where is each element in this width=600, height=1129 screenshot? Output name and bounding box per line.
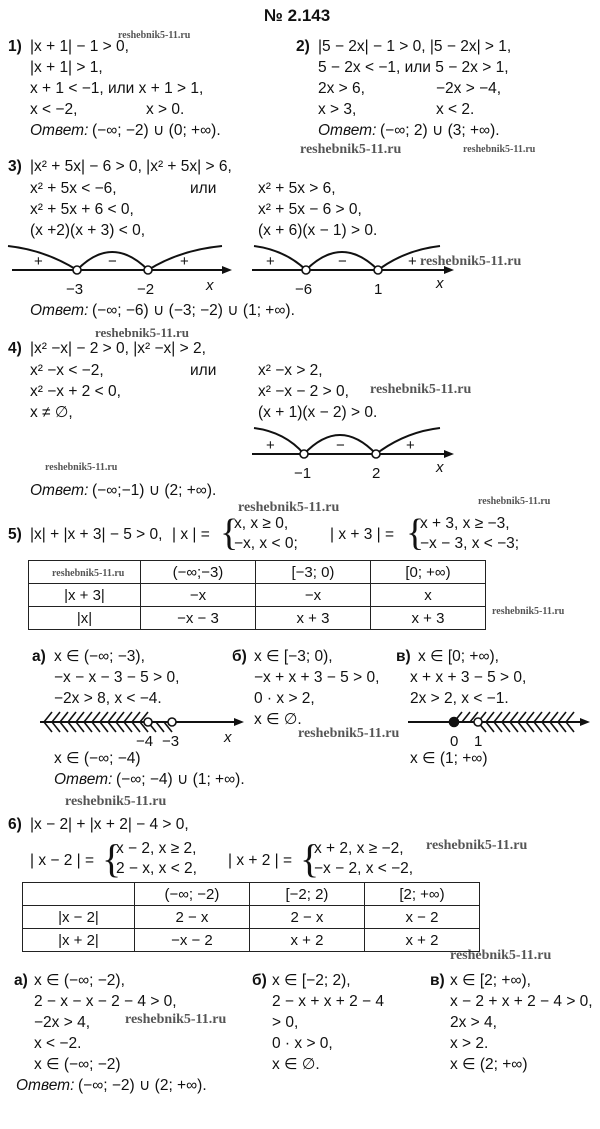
abs2-case-1: x + 2, x ≥ −2,: [314, 840, 404, 857]
problem-4-number: 4): [8, 340, 22, 357]
case-c-line-1: x ∈ [0; +∞),: [418, 648, 499, 665]
number-line-5a: [30, 708, 250, 752]
problem-1-line-2: |x + 1| > 1,: [30, 59, 103, 76]
case-b-line-1: x ∈ [−3; 0),: [254, 648, 333, 665]
watermark: reshebnik5-11.ru: [478, 496, 551, 507]
abs2-case-2: −x − 3, x < −3;: [420, 535, 520, 552]
abs1-case-2: −x, x < 0;: [234, 535, 298, 552]
watermark: reshebnik5-11.ru: [52, 568, 125, 579]
problem-6-answer: (−∞; −2) ∪ (2; +∞).: [78, 1077, 207, 1094]
problem-4-line-4a: x ≠ ∅,: [30, 404, 73, 421]
case-a-label: а): [14, 972, 28, 989]
axis-variable: x: [436, 275, 444, 292]
problem-3-line-2b: x² + 5x > 6,: [258, 180, 336, 197]
problem-4-answer-label: Ответ:: [30, 482, 89, 499]
watermark: reshebnik5-11.ru: [298, 726, 400, 741]
table-row: [23, 906, 480, 929]
number-line-3-right: [250, 238, 460, 300]
table-cell: |x + 2|: [23, 929, 135, 952]
abs2-case-1: x + 3, x ≥ −3,: [420, 515, 510, 532]
point-label: −6: [295, 281, 313, 298]
case-c-label: в): [396, 648, 411, 665]
table-cell: x: [370, 584, 485, 607]
case-c-line-3: 2x > 4,: [450, 1014, 497, 1031]
table-cell: [−3; 0): [255, 561, 370, 584]
sign-plus: +: [406, 437, 415, 454]
table-cell: x + 3: [370, 607, 485, 630]
point-label: −2: [137, 281, 155, 298]
problem-5-number: 5): [8, 526, 22, 543]
point-label: 2: [372, 465, 381, 482]
abs1-case-1: x, x ≥ 0,: [234, 515, 289, 532]
point-label: 1: [374, 281, 383, 298]
abs1-case-1: x − 2, x ≥ 2,: [116, 840, 197, 857]
case-b-line-2: 2 − x + x + 2 − 4: [272, 993, 385, 1010]
point-label: −1: [294, 465, 312, 482]
table-cell: |x|: [29, 607, 141, 630]
problem-3-line-4a: (x +2)(x + 3) < 0,: [30, 222, 146, 239]
abs1-lhs: | x | =: [172, 526, 210, 543]
problem-1-line-4a: x < −2,: [30, 101, 78, 118]
case-c-label: в): [430, 972, 445, 989]
table-row: [23, 929, 480, 952]
case-c-result: x ∈ (1; +∞): [410, 750, 488, 767]
problem-4-line-1: |x² −x| − 2 > 0, |x² −x| > 2,: [30, 340, 206, 357]
problem-2-line-4b: x < 2.: [436, 101, 475, 118]
problem-2-answer: (−∞; 2) ∪ (3; +∞).: [380, 122, 500, 139]
table-cell: 2 − x: [134, 906, 249, 929]
point-label: −4: [136, 733, 154, 750]
brace-icon: {: [406, 512, 425, 554]
problem-3-answer-label: Ответ:: [30, 302, 89, 319]
table-cell: x + 2: [249, 929, 364, 952]
table-cell: −x: [255, 584, 370, 607]
sign-minus: −: [336, 437, 345, 454]
problem-4-line-3a: x² −x + 2 < 0,: [30, 383, 121, 400]
point-label: 1: [474, 733, 483, 750]
case-b-line-5: x ∈ ∅.: [272, 1056, 320, 1073]
case-b-label: б): [252, 972, 267, 989]
axis-variable: x: [206, 277, 214, 294]
table-cell: [−2; 2): [249, 883, 364, 906]
watermark: reshebnik5-11.ru: [118, 30, 191, 41]
sign-minus: −: [108, 253, 117, 270]
case-b-line-4: x ∈ ∅.: [254, 711, 302, 728]
case-c-line-3: 2x > 2, x < −1.: [410, 690, 509, 707]
problem-5-answer: (−∞; −4) ∪ (1; +∞).: [116, 771, 245, 788]
table-row: [29, 607, 486, 630]
number-line-4: [250, 420, 460, 486]
watermark: reshebnik5-11.ru: [420, 254, 522, 269]
table-cell: −x − 2: [134, 929, 249, 952]
problem-2-line-4a: x > 3,: [318, 101, 357, 118]
watermark: reshebnik5-11.ru: [65, 794, 167, 809]
case-a-line-3: −2x > 8, x < −4.: [54, 690, 162, 707]
case-b-line-4: 0 · x > 0,: [272, 1035, 333, 1052]
problem-2-answer-label: Ответ:: [318, 122, 377, 139]
case-c-line-1: x ∈ [2; +∞),: [450, 972, 531, 989]
axis-variable: x: [224, 729, 232, 746]
case-a-label: а): [32, 648, 46, 665]
case-a-line-1: x ∈ (−∞; −3),: [54, 648, 145, 665]
abs1-case-2: 2 − x, x < 2,: [116, 860, 197, 877]
table-cell: −x: [140, 584, 255, 607]
watermark: reshebnik5-11.ru: [95, 325, 190, 340]
watermark: reshebnik5-11.ru: [125, 1012, 227, 1027]
problem-3-number: 3): [8, 158, 22, 175]
watermark: reshebnik5-11.ru: [463, 144, 536, 155]
table-cell: |x − 2|: [23, 906, 135, 929]
point-label: −3: [66, 281, 84, 298]
sign-minus: −: [338, 253, 347, 270]
problem-4-answer: (−∞;−1) ∪ (2; +∞).: [92, 482, 217, 499]
case-b-line-3: 0 · x > 2,: [254, 690, 315, 707]
problem-3-line-3b: x² + 5x − 6 > 0,: [258, 201, 362, 218]
number-line-5c: [398, 708, 596, 752]
case-a-line-3: −2x > 4,: [34, 1014, 91, 1031]
table-cell: x + 3: [255, 607, 370, 630]
problem-4-line-4b: (x + 1)(x − 2) > 0.: [258, 404, 378, 421]
problem-3-or: или: [190, 180, 217, 197]
table-cell: [2; +∞): [364, 883, 479, 906]
table-cell: x + 2: [364, 929, 479, 952]
problem-6-line-1: |x − 2| + |x + 2| − 4 > 0,: [30, 816, 189, 833]
problem-2-line-1: |5 − 2x| − 1 > 0, |5 − 2x| > 1,: [318, 38, 512, 55]
point-label: 0: [450, 733, 459, 750]
point-label: −3: [162, 733, 180, 750]
problem-1-answer-label: Ответ:: [30, 122, 89, 139]
case-a-line-2: −x − x − 3 − 5 > 0,: [54, 669, 180, 686]
sign-plus: +: [266, 253, 275, 270]
problem-6-number: 6): [8, 816, 22, 833]
watermark: reshebnik5-11.ru: [238, 500, 340, 515]
number-line-3-left: [0, 238, 240, 300]
problem-2-line-3b: −2x > −4,: [436, 80, 502, 97]
sign-plus: +: [180, 253, 189, 270]
brace-icon: {: [300, 836, 320, 881]
problem-4-line-2b: x² −x > 2,: [258, 362, 323, 379]
abs2-lhs: | x + 2 | =: [228, 852, 293, 869]
problem-3-line-4b: (x + 6)(x − 1) > 0.: [258, 222, 378, 239]
table-row: [29, 584, 486, 607]
abs2-case-2: −x − 2, x < −2,: [314, 860, 414, 877]
problem-2-number: 2): [296, 38, 310, 55]
table-cell: [23, 883, 135, 906]
problem-3-answer: (−∞; −6) ∪ (−3; −2) ∪ (1; +∞).: [92, 302, 295, 319]
problem-5-line-1: |x| + |x + 3| − 5 > 0,: [30, 526, 163, 543]
axis-variable: x: [436, 459, 444, 476]
problem-2-line-2: 5 − 2x < −1, или 5 − 2x > 1,: [318, 59, 509, 76]
case-a-line-4: x < −2.: [34, 1035, 82, 1052]
watermark: reshebnik5-11.ru: [300, 142, 402, 157]
sign-plus: +: [408, 253, 417, 270]
problem-1-line-4b: x > 0.: [146, 101, 185, 118]
problem-1-line-3: x + 1 < −1, или x + 1 > 1,: [30, 80, 204, 97]
problem-4-line-3b: x² −x − 2 > 0,: [258, 383, 349, 400]
case-b-label: б): [232, 648, 247, 665]
problem-6-answer-label: Ответ:: [16, 1077, 75, 1094]
sign-plus: +: [34, 253, 43, 270]
abs2-lhs: | x + 3 | =: [330, 526, 395, 543]
case-c-line-5: x ∈ (2; +∞): [450, 1056, 528, 1073]
case-a-result: x ∈ (−∞; −4): [54, 750, 141, 767]
case-a-line-1: x ∈ (−∞; −2),: [34, 972, 125, 989]
case-c-line-4: x > 2.: [450, 1035, 489, 1052]
case-c-line-2: x + x + 3 − 5 > 0,: [410, 669, 527, 686]
table-cell: −x − 3: [140, 607, 255, 630]
problem-4-or: или: [190, 362, 217, 379]
problem-number: № 2.143: [264, 6, 331, 25]
table-cell: [0; +∞): [370, 561, 485, 584]
sign-plus: +: [266, 437, 275, 454]
problem-1-line-1: |x + 1| − 1 > 0,: [30, 38, 129, 55]
problem-5-answer-label: Ответ:: [54, 771, 113, 788]
case-b-line-1: x ∈ [−2; 2),: [272, 972, 351, 989]
table-cell: (−∞; −2): [134, 883, 249, 906]
problem-2-line-3a: 2x > 6,: [318, 80, 365, 97]
problem-1-answer: (−∞; −2) ∪ (0; +∞).: [92, 122, 221, 139]
problem-1-number: 1): [8, 38, 22, 55]
table-cell: |x + 3|: [29, 584, 141, 607]
problem-3-line-1: |x² + 5x| − 6 > 0, |x² + 5x| > 6,: [30, 158, 232, 175]
table-cell: x − 2: [364, 906, 479, 929]
case-c-line-2: x − 2 + x + 2 − 4 > 0,: [450, 993, 593, 1010]
problem-3-line-2a: x² + 5x < −6,: [30, 180, 117, 197]
brace-icon: {: [102, 836, 122, 881]
watermark: reshebnik5-11.ru: [426, 838, 528, 853]
watermark: reshebnik5-11.ru: [45, 462, 118, 473]
problem-4-line-2a: x² −x < −2,: [30, 362, 104, 379]
case-b-line-3: > 0,: [272, 1014, 299, 1031]
table-cell: 2 − x: [249, 906, 364, 929]
case-a-line-5: x ∈ (−∞; −2): [34, 1056, 121, 1073]
watermark: reshebnik5-11.ru: [450, 948, 552, 963]
case-b-line-2: −x + x + 3 − 5 > 0,: [254, 669, 380, 686]
watermark: reshebnik5-11.ru: [492, 606, 565, 617]
problem-3-line-3a: x² + 5x + 6 < 0,: [30, 201, 134, 218]
table-cell: (−∞;−3): [140, 561, 255, 584]
case-a-line-2: 2 − x − x − 2 − 4 > 0,: [34, 993, 177, 1010]
abs1-lhs: | x − 2 | =: [30, 852, 95, 869]
brace-icon: {: [220, 512, 239, 554]
sign-table-6: [22, 882, 480, 952]
table-header-row: [23, 883, 480, 906]
watermark: reshebnik5-11.ru: [370, 382, 472, 397]
